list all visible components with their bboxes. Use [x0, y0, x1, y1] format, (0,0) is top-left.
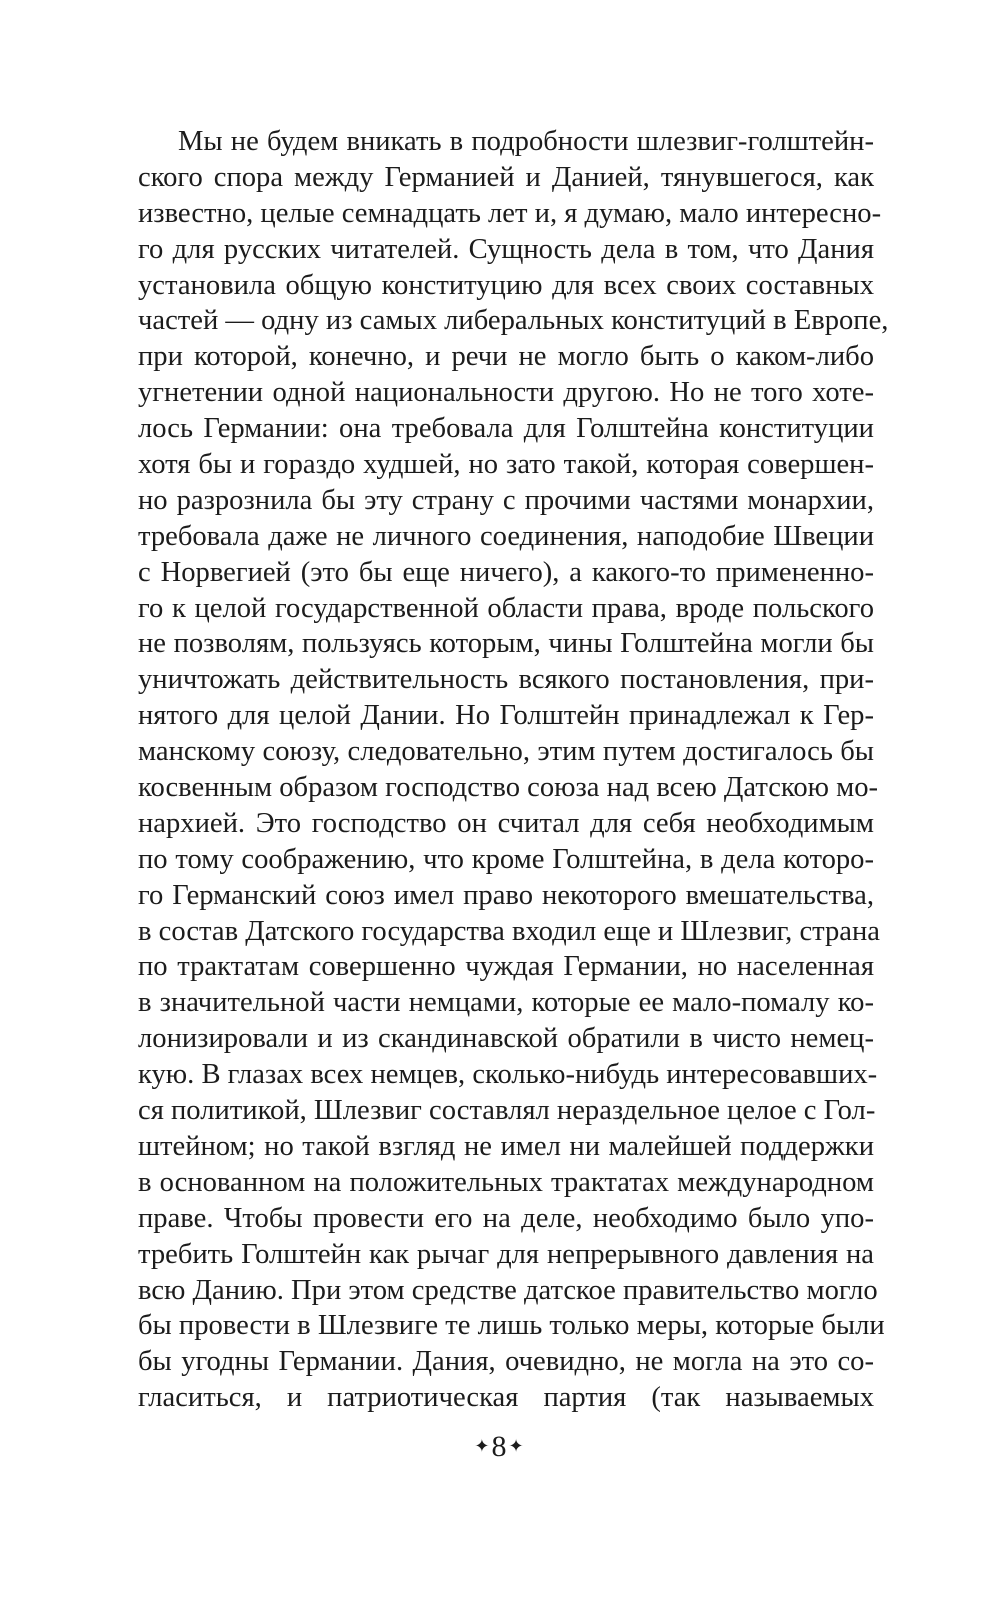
text-line: лось Германии: она требовала для Голштейна конституции — [138, 413, 874, 445]
text-line: хотя бы и гораздо худшей, но зато такой, которая совершен- — [138, 449, 874, 481]
text-line: частей — одну из самых либеральных конституций в Европе, — [138, 305, 889, 337]
body-text — [138, 124, 889, 1416]
text-line: го к целой государственной области права, вроде польского — [138, 592, 874, 624]
text-line: в значительной части немцами, которые ее мало-помалу ко- — [138, 987, 874, 1019]
text-line: с Норвегией (это бы еще ничего), а какого-то примененно- — [138, 556, 874, 588]
page-number: 8 — [491, 1430, 509, 1463]
text-line: штейном; но такой взгляд не имел ни малейшей поддержки — [138, 1130, 874, 1162]
text-line: в состав Датского государства входил еще и Шлезвиг, страна — [138, 915, 880, 947]
text-line: по тому соображению, что кроме Голштейна, в дела которо- — [138, 843, 874, 875]
text-line: го Германский союз имел право некоторого вмешательства, — [138, 879, 874, 911]
text-line: установила общую конституцию для всех своих составных — [138, 269, 874, 301]
text-line: по трактатам совершенно чуждая Германии, но населенная — [138, 951, 874, 983]
text-line: бы угодны Германии. Дания, очевидно, не могла на это со- — [138, 1346, 874, 1378]
text-line: праве. Чтобы провести его на деле, необходимо было упо- — [138, 1202, 874, 1234]
text-line: угнетении одной национальности другою. Но не того хоте- — [138, 377, 874, 409]
text-line: бы провести в Шлезвиге те лишь только меры, которые были — [138, 1310, 885, 1342]
ornament-left-icon: ✦ — [474, 1436, 492, 1456]
text-line: при которой, конечно, и речи не могло быть о каком-либо — [138, 341, 874, 373]
text-line: Мы не будем вникать в подробности шлезвиг-голштейн- — [178, 126, 874, 157]
text-line: требовала даже не личного соединения, наподобие Швеции — [138, 520, 874, 552]
ornament-right-icon: ✦ — [508, 1436, 526, 1456]
text-line: в основанном на положительных трактатах международном — [138, 1166, 874, 1198]
text-line: кую. В глазах всех немцев, сколько-нибудь интересовавших- — [138, 1059, 878, 1091]
text-line: косвенным образом господство союза над всею Датскою мо- — [138, 772, 879, 804]
text-line: го для русских читателей. Сущность дела в том, что Дания — [138, 233, 874, 265]
text-line: ского спора между Германией и Данией, тянувшегося, как — [138, 161, 874, 193]
text-line: не позволям, пользуясь которым, чины Голштейна могли бы — [138, 628, 874, 660]
text-line: ся политикой, Шлезвиг составлял нераздельное целое с Гол- — [138, 1095, 876, 1127]
text-line: нархией. Это господство он считал для себя необходимым — [138, 807, 874, 839]
text-line: нятого для целой Дании. Но Голштейн принадлежал к Гер- — [138, 700, 874, 732]
text-line: известно, целые семнадцать лет и, я думаю, мало интересно- — [138, 197, 882, 229]
text-line: гласиться, и патриотическая партия (так называемых — [138, 1382, 874, 1414]
text-line: но разрознила бы эту страну с прочими частями монархии, — [138, 484, 874, 516]
text-line: требить Голштейн как рычаг для непрерывного давления на — [138, 1238, 874, 1270]
text-line: лонизировали и из скандинавской обратили в чисто немец- — [138, 1023, 874, 1055]
text-line: манскому союзу, следовательно, этим путем достигалось бы — [138, 736, 874, 768]
text-line: всю Данию. При этом средстве датское правительство могло — [138, 1274, 878, 1306]
text-line: уничтожать действительность всякого постановления, при- — [138, 664, 874, 696]
page-footer — [0, 1428, 1000, 1465]
